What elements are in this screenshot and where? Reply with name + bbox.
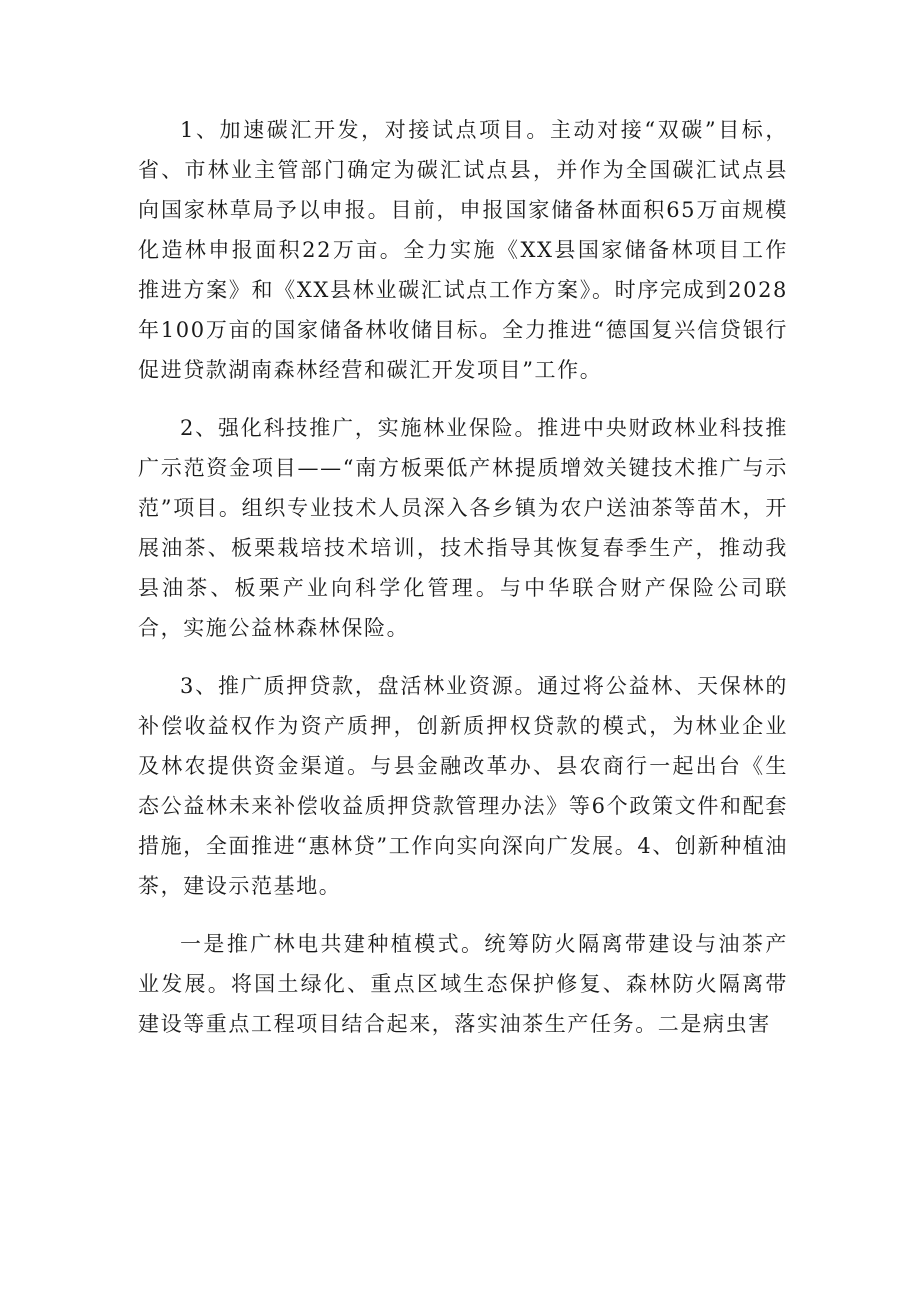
paragraph-carbon-sink: 1、加速碳汇开发，对接试点项目。主动对接“双碳”目标，省、市林业主管部门确定为碳汇试点县，并作为全国碳汇试点县向国家林草局予以申报。目前，申报国家储备林面积65万亩规模化造林申报面积22万亩。全力实施《XX县国家储备林项目工作推进方案》和《XX县林业碳汇试点工作方案》。时序完成到2028年100万亩的国家储备林收储目标。全力推进“德国复兴信贷银行促进贷款湖南森林经营和碳汇开发项目”工作。 bbox=[138, 118, 788, 382]
paragraph-planting-model: 一是推广林电共建种植模式。统筹防火隔离带建设与油茶产业发展。将国土绿化、重点区域生态保护修复、森林防火隔离带建设等重点工程项目结合起来，落实油茶生产任务。二是病虫害 bbox=[138, 932, 788, 1036]
paragraph-tech-promotion: 2、强化科技推广，实施林业保险。推进中央财政林业科技推广示范资金项目——“南方板栗低产林提质增效关键技术推广与示范”项目。组织专业技术人员深入各乡镇为农户送油茶等苗木，开展油茶、板栗栽培技术培训，技术指导其恢复春季生产，推动我县油茶、板栗产业向科学化管理。与中华联合财产保险公司联合，实施公益林森林保险。 bbox=[138, 416, 788, 640]
paragraph-pledge-loan: 3、推广质押贷款，盘活林业资源。通过将公益林、天保林的补偿收益权作为资产质押，创新质押权贷款的模式，为林业企业及林农提供资金渠道。与县金融改革办、县农商行一起出台《生态公益林未来补偿收益质押贷款管理办法》等6个政策文件和配套措施，全面推进“惠林贷”工作向实向深向广发展。4、创新种植油茶，建设示范基地。 bbox=[138, 674, 788, 898]
document-body bbox=[138, 110, 788, 1062]
